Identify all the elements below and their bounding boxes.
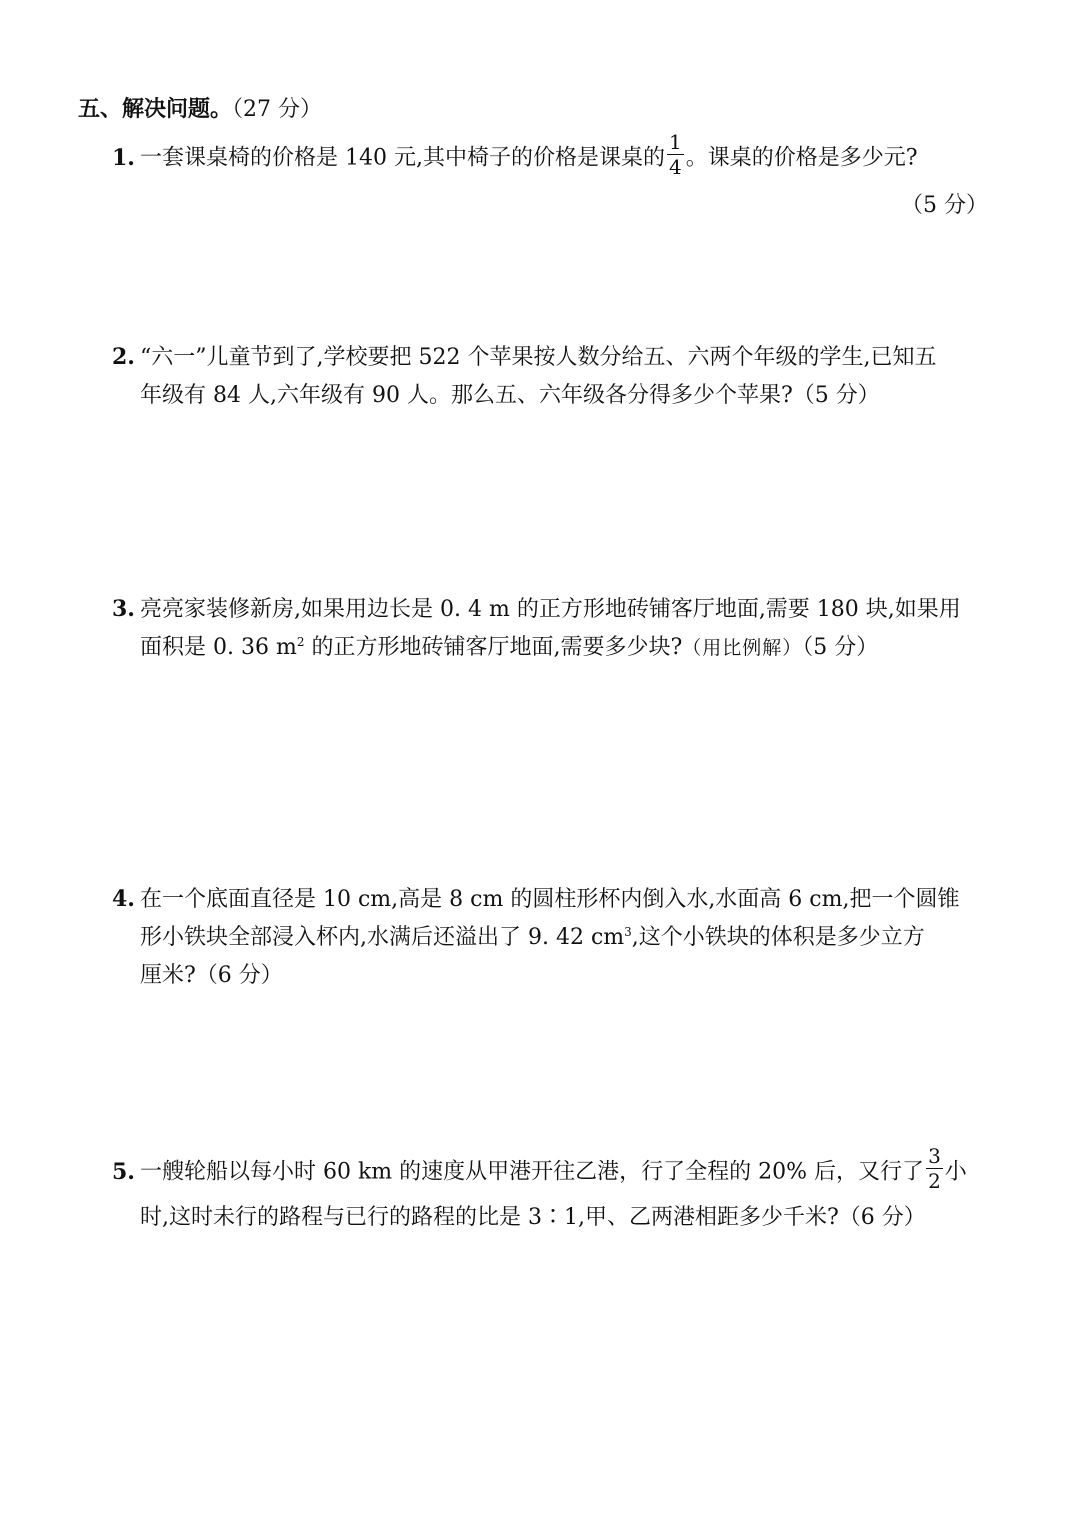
question-text: 一套课桌椅的价格是 140 元,其中椅子的价格是课桌的 xyxy=(140,145,665,171)
fraction-denominator: 2 xyxy=(928,1169,941,1193)
question-score: （5 分） xyxy=(901,193,988,218)
fraction xyxy=(926,1146,943,1191)
question-score: （5 分） xyxy=(802,635,879,660)
question-4 xyxy=(112,880,1002,995)
superscript: 3 xyxy=(624,925,632,939)
question-number: 2. xyxy=(112,344,135,370)
question-1 xyxy=(112,130,1002,225)
question-number: 4. xyxy=(112,886,135,912)
question-text-cont: 。课桌的价格是多少元? xyxy=(685,145,918,171)
question-text-line2: 形小铁块全部浸入杯内,水满后还溢出了 9. 42 cm xyxy=(140,925,625,950)
superscript: 2 xyxy=(296,635,305,649)
question-text: 亮亮家装修新房,如果用边长是 0. 4 m 的正方形地砖铺客厅地面,需要 180 块,如果用 xyxy=(140,597,961,622)
question-text: “六一”儿童节到了,学校要把 522 个苹果按人数分给五、六两个年级的学生,已知五 xyxy=(140,345,937,370)
question-text-line3: 厘米?（6 分） xyxy=(140,963,283,988)
question-number: 5. xyxy=(112,1158,135,1185)
section-score: （27 分） xyxy=(232,97,323,122)
question-5 xyxy=(112,1144,1002,1237)
question-text-line2-cont: 的正方形地砖铺客厅地面,需要多少块? xyxy=(304,635,683,660)
fraction xyxy=(667,132,684,177)
question-text-line2: 年级有 84 人,六年级有 90 人。那么五、六年级各分得多少个苹果?（5 分） xyxy=(140,383,880,408)
fraction-denominator: 4 xyxy=(668,155,682,179)
question-text-cont: 小 xyxy=(944,1159,967,1185)
question-text-line2: 时,这时未行的路程与已行的路程的比是 3∶1,甲、乙两港相距多少千米?（6 分） xyxy=(140,1205,926,1230)
question-hint: （用比例解） xyxy=(682,637,803,659)
question-text-line2: 面积是 0. 36 m xyxy=(140,635,297,660)
fraction-numerator: 1 xyxy=(668,130,682,154)
question-text: 在一个底面直径是 10 cm,高是 8 cm 的圆柱形杯内倒入水,水面高 6 cm,把一个圆锥 xyxy=(140,887,960,912)
question-text: 一艘轮船以每小时 60 km 的速度从甲港开往乙港，行了全程的 20% 后，又行了 xyxy=(140,1159,925,1185)
question-3 xyxy=(112,590,1002,667)
question-number: 1. xyxy=(112,144,135,171)
section-title xyxy=(78,92,322,123)
question-2 xyxy=(112,338,1002,415)
section-title-text: 五、解决问题。 xyxy=(78,96,233,122)
question-text-line2-cont: ,这个小铁块的体积是多少立方 xyxy=(631,925,925,950)
question-number: 3. xyxy=(112,596,135,622)
fraction-numerator: 3 xyxy=(928,1144,941,1168)
